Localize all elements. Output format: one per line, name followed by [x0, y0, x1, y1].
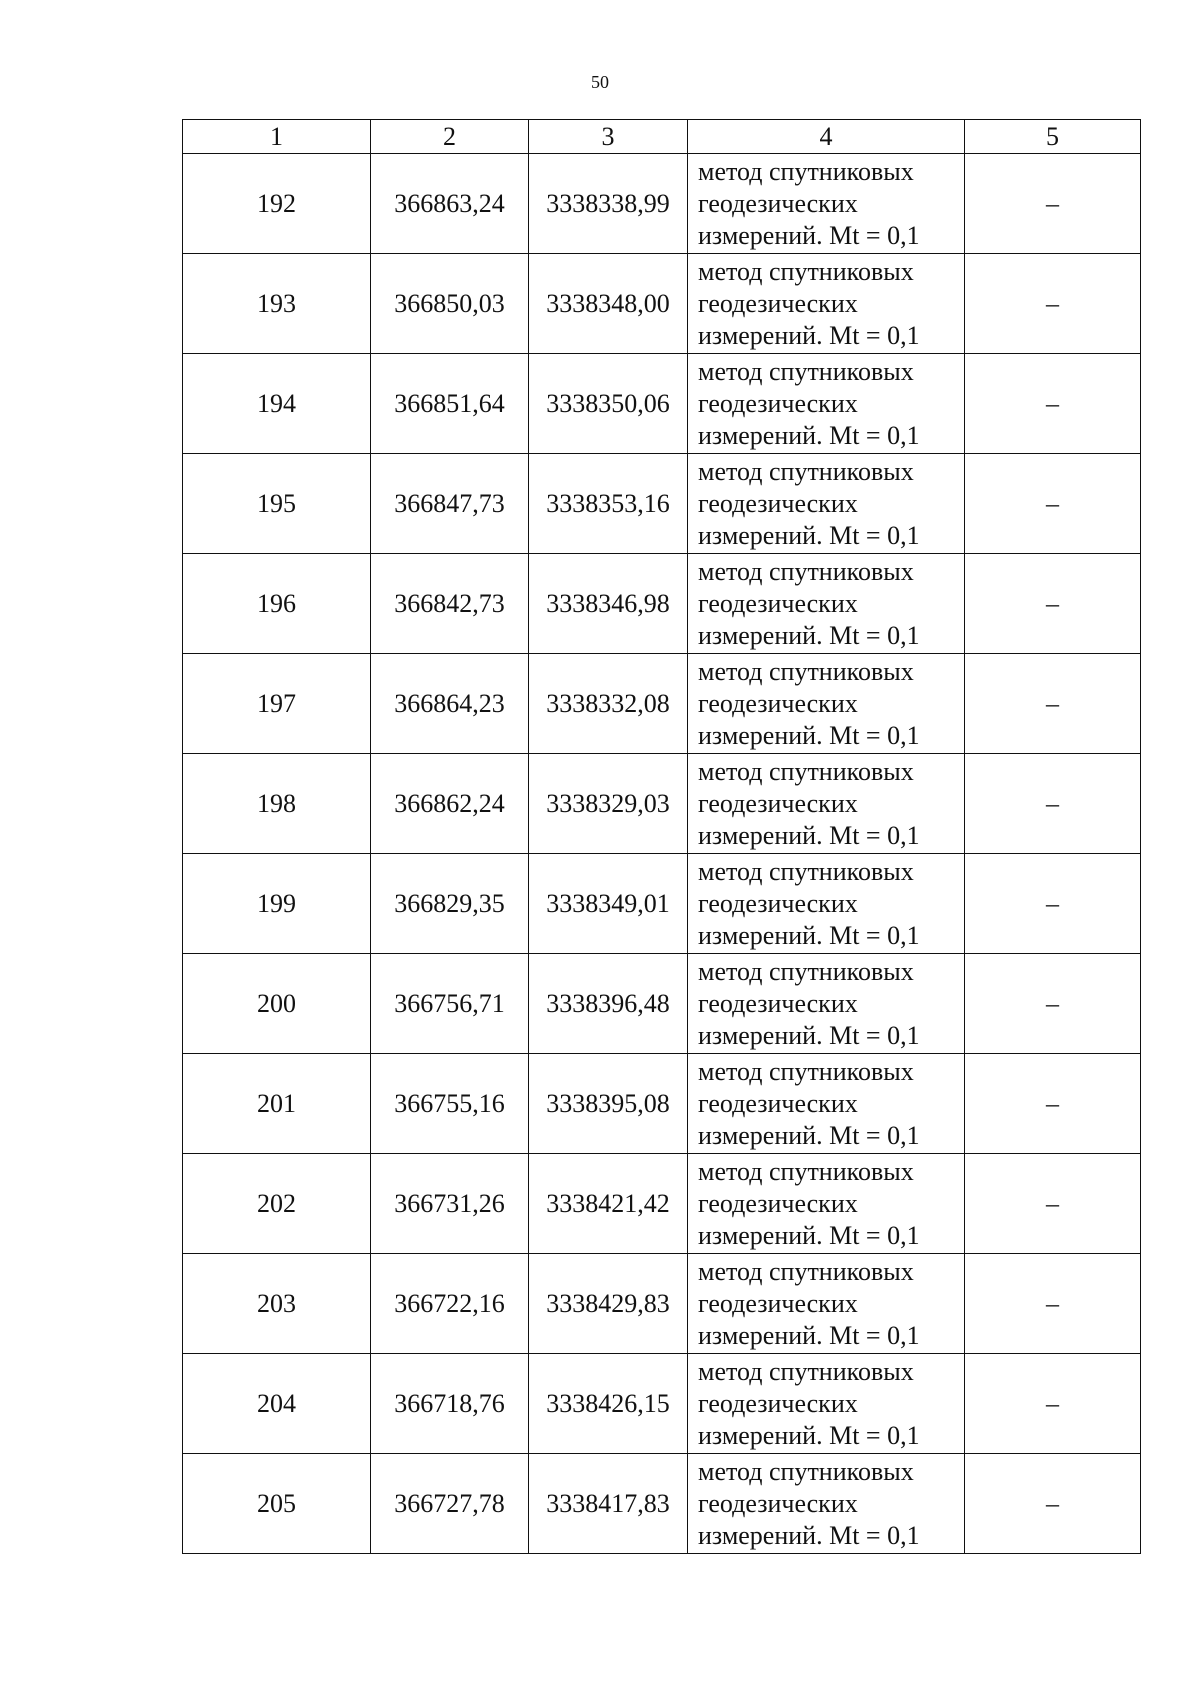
x-coordinate-cell: 366863,24: [371, 154, 529, 254]
method-line: геодезических: [698, 1088, 858, 1118]
header-col-4: 4: [688, 120, 965, 154]
x-coordinate-cell: 366842,73: [371, 554, 529, 654]
point-number-cell: 193: [183, 254, 371, 354]
point-number-cell: 200: [183, 954, 371, 1054]
y-coordinate-cell: 3338396,48: [529, 954, 688, 1054]
method-cell: [688, 654, 965, 754]
method-cell: [688, 1154, 965, 1254]
x-coordinate-cell: 366755,16: [371, 1054, 529, 1154]
point-number-cell: 196: [183, 554, 371, 654]
note-cell: –: [965, 1254, 1141, 1354]
method-line: геодезических: [698, 488, 858, 518]
method-cell: [688, 854, 965, 954]
method-line: метод спутниковых: [698, 456, 914, 486]
header-col-2: 2: [371, 120, 529, 154]
y-coordinate-cell: 3338329,03: [529, 754, 688, 854]
x-coordinate-cell: 366731,26: [371, 1154, 529, 1254]
method-line: измерений. Mt = 0,1: [698, 920, 920, 950]
y-coordinate-cell: 3338346,98: [529, 554, 688, 654]
x-coordinate-cell: 366851,64: [371, 354, 529, 454]
table-row: [183, 1354, 1141, 1454]
header-col-5: 5: [965, 120, 1141, 154]
method-line: измерений. Mt = 0,1: [698, 1020, 920, 1050]
method-cell: [688, 254, 965, 354]
table-header: [183, 120, 1141, 154]
method-line: метод спутниковых: [698, 956, 914, 986]
method-line: геодезических: [698, 388, 858, 418]
method-line: измерений. Mt = 0,1: [698, 1520, 920, 1550]
method-cell: [688, 754, 965, 854]
method-line: метод спутниковых: [698, 356, 914, 386]
table-row: [183, 1154, 1141, 1254]
point-number-cell: 201: [183, 1054, 371, 1154]
y-coordinate-cell: 3338350,06: [529, 354, 688, 454]
x-coordinate-cell: 366756,71: [371, 954, 529, 1054]
header-col-1: 1: [183, 120, 371, 154]
table-row: [183, 554, 1141, 654]
method-line: геодезических: [698, 188, 858, 218]
method-cell: [688, 354, 965, 454]
method-line: метод спутниковых: [698, 256, 914, 286]
x-coordinate-cell: 366727,78: [371, 1454, 529, 1554]
y-coordinate-cell: 3338348,00: [529, 254, 688, 354]
x-coordinate-cell: 366850,03: [371, 254, 529, 354]
method-cell: [688, 154, 965, 254]
method-line: метод спутниковых: [698, 1056, 914, 1086]
method-line: метод спутниковых: [698, 756, 914, 786]
method-line: измерений. Mt = 0,1: [698, 620, 920, 650]
method-line: измерений. Mt = 0,1: [698, 320, 920, 350]
method-cell: [688, 1254, 965, 1354]
method-line: метод спутниковых: [698, 1256, 914, 1286]
method-line: геодезических: [698, 288, 858, 318]
method-line: метод спутниковых: [698, 1356, 914, 1386]
note-cell: –: [965, 354, 1141, 454]
method-line: метод спутниковых: [698, 656, 914, 686]
note-cell: –: [965, 1054, 1141, 1154]
table-row: [183, 254, 1141, 354]
y-coordinate-cell: 3338332,08: [529, 654, 688, 754]
method-line: геодезических: [698, 1388, 858, 1418]
table-row: [183, 1254, 1141, 1354]
method-line: измерений. Mt = 0,1: [698, 720, 920, 750]
point-number-cell: 199: [183, 854, 371, 954]
point-number-cell: 195: [183, 454, 371, 554]
method-line: геодезических: [698, 888, 858, 918]
note-cell: –: [965, 854, 1141, 954]
method-cell: [688, 954, 965, 1054]
note-cell: –: [965, 654, 1141, 754]
table-row: [183, 954, 1141, 1054]
table-row: [183, 754, 1141, 854]
note-cell: –: [965, 954, 1141, 1054]
x-coordinate-cell: 366862,24: [371, 754, 529, 854]
y-coordinate-cell: 3338395,08: [529, 1054, 688, 1154]
table-row: [183, 454, 1141, 554]
method-line: измерений. Mt = 0,1: [698, 1220, 920, 1250]
method-line: метод спутниковых: [698, 856, 914, 886]
method-line: геодезических: [698, 1488, 858, 1518]
header-col-3: 3: [529, 120, 688, 154]
y-coordinate-cell: 3338421,42: [529, 1154, 688, 1254]
table-row: [183, 1454, 1141, 1554]
table-body: [183, 154, 1141, 1554]
method-line: измерений. Mt = 0,1: [698, 520, 920, 550]
method-line: метод спутниковых: [698, 556, 914, 586]
point-number-cell: 198: [183, 754, 371, 854]
note-cell: –: [965, 154, 1141, 254]
method-line: измерений. Mt = 0,1: [698, 420, 920, 450]
method-line: геодезических: [698, 588, 858, 618]
point-number-cell: 204: [183, 1354, 371, 1454]
y-coordinate-cell: 3338349,01: [529, 854, 688, 954]
table-row: [183, 154, 1141, 254]
y-coordinate-cell: 3338338,99: [529, 154, 688, 254]
y-coordinate-cell: 3338429,83: [529, 1254, 688, 1354]
header-row: [183, 120, 1141, 154]
point-number-cell: 192: [183, 154, 371, 254]
table-row: [183, 854, 1141, 954]
y-coordinate-cell: 3338353,16: [529, 454, 688, 554]
point-number-cell: 202: [183, 1154, 371, 1254]
y-coordinate-cell: 3338426,15: [529, 1354, 688, 1454]
table-row: [183, 654, 1141, 754]
method-line: измерений. Mt = 0,1: [698, 1120, 920, 1150]
x-coordinate-cell: 366718,76: [371, 1354, 529, 1454]
method-line: геодезических: [698, 1288, 858, 1318]
page-number: 50: [591, 72, 609, 92]
method-cell: [688, 454, 965, 554]
method-cell: [688, 1054, 965, 1154]
method-cell: [688, 1354, 965, 1454]
method-line: метод спутниковых: [698, 156, 914, 186]
method-line: измерений. Mt = 0,1: [698, 820, 920, 850]
note-cell: –: [965, 554, 1141, 654]
note-cell: –: [965, 1354, 1141, 1454]
method-line: геодезических: [698, 788, 858, 818]
note-cell: –: [965, 1154, 1141, 1254]
x-coordinate-cell: 366829,35: [371, 854, 529, 954]
table-row: [183, 354, 1141, 454]
x-coordinate-cell: 366722,16: [371, 1254, 529, 1354]
point-number-cell: 203: [183, 1254, 371, 1354]
method-line: геодезических: [698, 1188, 858, 1218]
x-coordinate-cell: 366847,73: [371, 454, 529, 554]
method-cell: [688, 1454, 965, 1554]
method-cell: [688, 554, 965, 654]
y-coordinate-cell: 3338417,83: [529, 1454, 688, 1554]
method-line: измерений. Mt = 0,1: [698, 1420, 920, 1450]
point-number-cell: 194: [183, 354, 371, 454]
point-number-cell: 197: [183, 654, 371, 754]
method-line: геодезических: [698, 688, 858, 718]
note-cell: –: [965, 754, 1141, 854]
note-cell: –: [965, 1454, 1141, 1554]
method-line: измерений. Mt = 0,1: [698, 220, 920, 250]
method-line: метод спутниковых: [698, 1456, 914, 1486]
note-cell: –: [965, 254, 1141, 354]
x-coordinate-cell: 366864,23: [371, 654, 529, 754]
method-line: метод спутниковых: [698, 1156, 914, 1186]
method-line: измерений. Mt = 0,1: [698, 1320, 920, 1350]
table-row: [183, 1054, 1141, 1154]
coordinates-table: [182, 119, 1141, 1554]
point-number-cell: 205: [183, 1454, 371, 1554]
note-cell: –: [965, 454, 1141, 554]
method-line: геодезических: [698, 988, 858, 1018]
